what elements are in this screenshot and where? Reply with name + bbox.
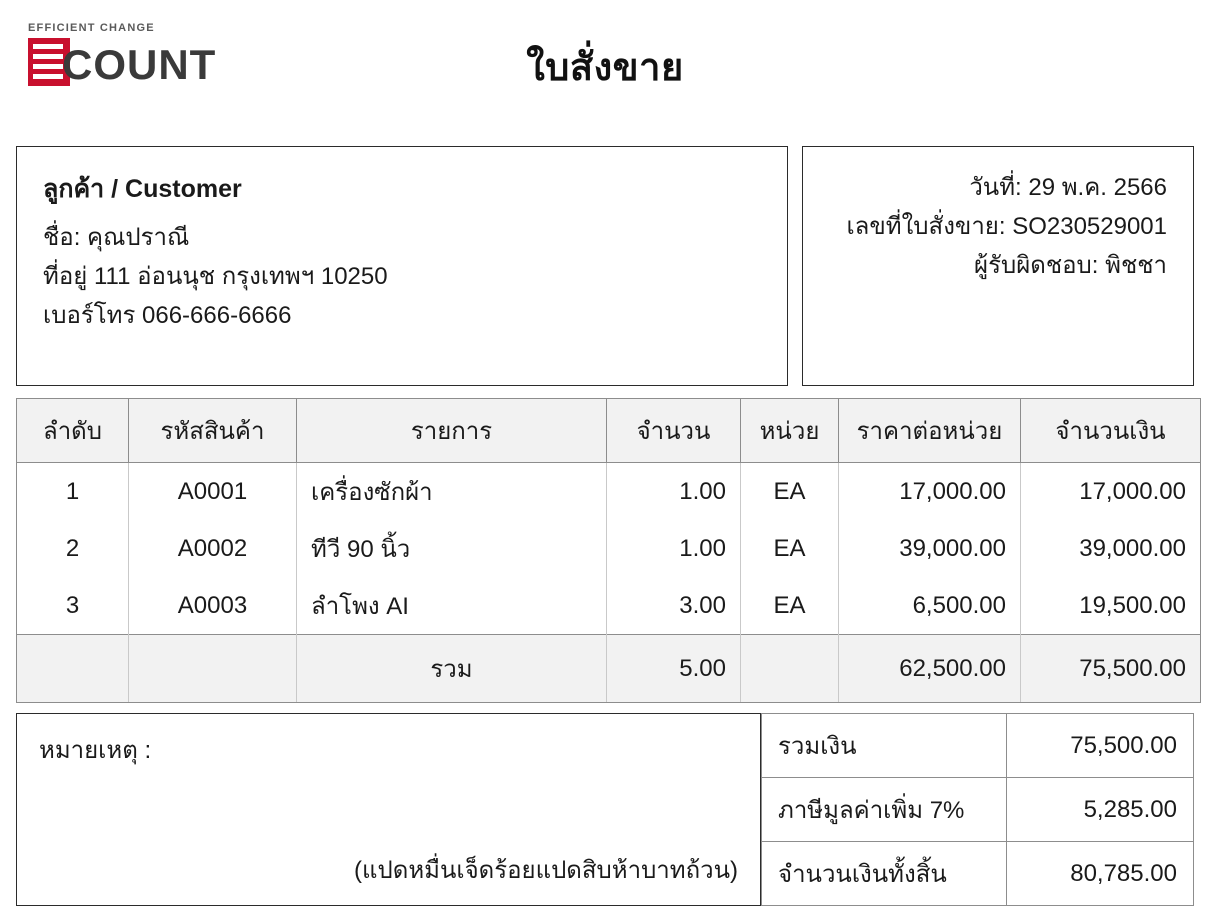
cell-price: 6,500.00: [839, 577, 1021, 635]
cell-unit: EA: [741, 577, 839, 635]
cell-amount: 19,500.00: [1021, 577, 1201, 635]
col-qty: จำนวน: [607, 399, 741, 463]
cell-code: A0003: [129, 577, 297, 635]
cell-code: A0002: [129, 520, 297, 577]
document-number: เลขที่ใบสั่งขาย: SO230529001: [846, 212, 1167, 240]
cell-amount: 17,000.00: [1021, 463, 1201, 521]
col-desc: รายการ: [297, 399, 607, 463]
subtotal-label: รวมเงิน: [762, 714, 1007, 778]
total-qty: 5.00: [607, 635, 741, 703]
total-amount: 75,500.00: [1021, 635, 1201, 703]
cell-unit: EA: [741, 463, 839, 521]
cell-qty: 1.00: [607, 463, 741, 521]
footer-section: [16, 713, 1194, 906]
cell-code: A0001: [129, 463, 297, 521]
cell-qty: 3.00: [607, 577, 741, 635]
grand-total-value: 80,785.00: [1007, 842, 1194, 906]
grand-total-label: จำนวนเงินทั้งสิ้น: [762, 842, 1007, 906]
items-table: [16, 398, 1201, 703]
document-meta-box: [802, 146, 1194, 386]
total-label: รวม: [297, 635, 607, 703]
table-row: [17, 577, 1201, 635]
vat-label: ภาษีมูลค่าเพิ่ม 7%: [762, 778, 1007, 842]
customer-phone: เบอร์โทร 066-666-6666: [43, 301, 292, 329]
summary-row-subtotal: [762, 714, 1194, 778]
document-date: วันที่: 29 พ.ค. 2566: [969, 174, 1167, 201]
amount-in-words: (แปดหมื่นเจ็ดร้อยแปดสิบห้าบาทถ้วน): [354, 857, 738, 884]
document-owner: ผู้รับผิดชอบ: พิชชา: [974, 251, 1167, 279]
summary-row-vat: [762, 778, 1194, 842]
total-cell-code: [129, 635, 297, 703]
customer-title: ลูกค้า / Customer: [43, 175, 242, 203]
summary-table: [761, 713, 1194, 906]
items-table-head: [17, 399, 1201, 463]
info-section: [12, 146, 1198, 386]
vat-value: 5,285.00: [1007, 778, 1194, 842]
page-title: ใบสั่งขาย: [526, 47, 684, 89]
cell-no: 2: [17, 520, 129, 577]
col-no: ลำดับ: [17, 399, 129, 463]
cell-unit: EA: [741, 520, 839, 577]
svg-text:COUNT: COUNT: [62, 41, 217, 88]
cell-price: 17,000.00: [839, 463, 1021, 521]
note-box: [16, 713, 761, 906]
total-price: 62,500.00: [839, 635, 1021, 703]
cell-qty: 1.00: [607, 520, 741, 577]
customer-name: ชื่อ: คุณปราณี: [43, 224, 190, 251]
cell-desc: ทีวี 90 นิ้ว: [297, 520, 607, 577]
cell-no: 1: [17, 463, 129, 521]
cell-price: 39,000.00: [839, 520, 1021, 577]
customer-box: [16, 146, 788, 386]
col-price: ราคาต่อหน่วย: [839, 399, 1021, 463]
cell-desc: ลำโพง AI: [297, 577, 607, 635]
document-header: [12, 18, 1198, 118]
cell-no: 3: [17, 577, 129, 635]
subtotal-value: 75,500.00: [1007, 714, 1194, 778]
items-table-body: [17, 463, 1201, 703]
note-label: หมายเหตุ :: [39, 737, 152, 764]
col-amount: จำนวนเงิน: [1021, 399, 1201, 463]
table-header-row: [17, 399, 1201, 463]
brand-tagline: EFFICIENT CHANGE: [28, 22, 155, 34]
total-cell-no: [17, 635, 129, 703]
col-unit: หน่วย: [741, 399, 839, 463]
summary-row-grand-total: [762, 842, 1194, 906]
table-row: [17, 463, 1201, 521]
table-total-row: [17, 635, 1201, 703]
cell-desc: เครื่องซักผ้า: [297, 463, 607, 521]
cell-amount: 39,000.00: [1021, 520, 1201, 577]
total-cell-unit: [741, 635, 839, 703]
customer-address: ที่อยู่ 111 อ่อนนุช กรุงเทพฯ 10250: [43, 262, 388, 290]
table-row: [17, 520, 1201, 577]
col-code: รหัสสินค้า: [129, 399, 297, 463]
